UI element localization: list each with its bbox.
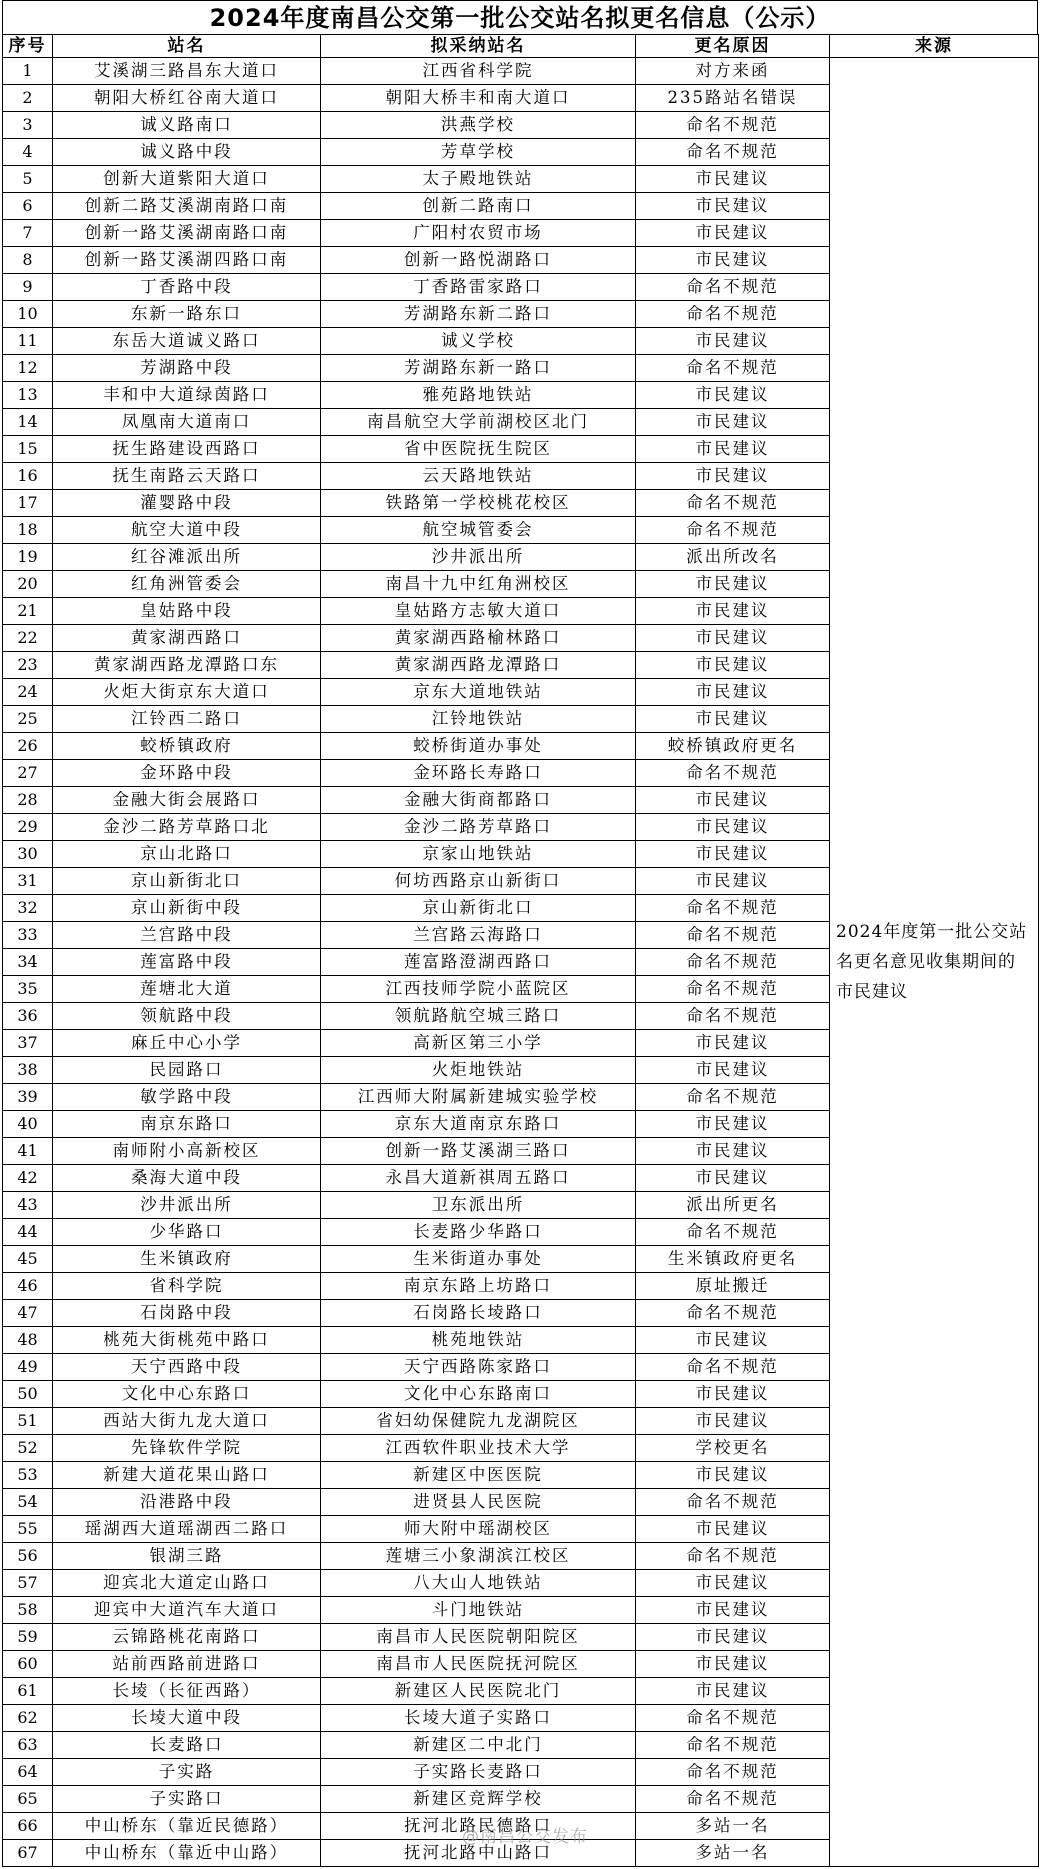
cell-seq: 37 (3, 1030, 53, 1057)
cell-seq: 27 (3, 760, 53, 787)
cell-seq: 3 (3, 112, 53, 139)
cell-seq: 63 (3, 1732, 53, 1759)
cell-reason: 市民建议 (636, 1624, 830, 1651)
cell-reason: 市民建议 (636, 1462, 830, 1489)
cell-seq: 50 (3, 1381, 53, 1408)
cell-station-name: 皇姑路中段 (53, 598, 321, 625)
cell-seq: 34 (3, 949, 53, 976)
cell-seq: 57 (3, 1570, 53, 1597)
cell-reason: 市民建议 (636, 652, 830, 679)
cell-reason: 市民建议 (636, 1408, 830, 1435)
header-reason: 更名原因 (636, 35, 830, 58)
cell-reason: 市民建议 (636, 1597, 830, 1624)
cell-proposed-name: 南昌市人民医院朝阳院区 (321, 1624, 636, 1651)
cell-proposed-name: 江西省科学院 (321, 58, 636, 85)
cell-reason: 蛟桥镇政府更名 (636, 733, 830, 760)
cell-proposed-name: 创新二路南口 (321, 193, 636, 220)
cell-station-name: 东岳大道诚义路口 (53, 328, 321, 355)
cell-proposed-name: 省妇幼保健院九龙湖院区 (321, 1408, 636, 1435)
table-body (3, 58, 1039, 1867)
cell-proposed-name: 火炬地铁站 (321, 1057, 636, 1084)
cell-station-name: 江铃西二路口 (53, 706, 321, 733)
cell-station-name: 石岗路中段 (53, 1300, 321, 1327)
cell-station-name: 省科学院 (53, 1273, 321, 1300)
cell-seq: 42 (3, 1165, 53, 1192)
cell-reason: 命名不规范 (636, 760, 830, 787)
cell-proposed-name: 京东大道南京东路口 (321, 1111, 636, 1138)
cell-proposed-name: 莲富路澄湖西路口 (321, 949, 636, 976)
cell-proposed-name: 抚河北路中山路口 (321, 1840, 636, 1867)
cell-reason: 命名不规范 (636, 922, 830, 949)
cell-proposed-name: 长堎大道子实路口 (321, 1705, 636, 1732)
cell-proposed-name: 文化中心东路南口 (321, 1381, 636, 1408)
cell-reason: 市民建议 (636, 1165, 830, 1192)
cell-station-name: 京山新街中段 (53, 895, 321, 922)
cell-seq: 33 (3, 922, 53, 949)
cell-station-name: 艾溪湖三路昌东大道口 (53, 58, 321, 85)
cell-station-name: 创新大道紫阳大道口 (53, 166, 321, 193)
cell-station-name: 桃苑大街桃苑中路口 (53, 1327, 321, 1354)
cell-proposed-name: 黄家湖西路榆林路口 (321, 625, 636, 652)
cell-station-name: 丰和中大道绿茵路口 (53, 382, 321, 409)
cell-proposed-name: 兰宫路云海路口 (321, 922, 636, 949)
cell-seq: 26 (3, 733, 53, 760)
cell-proposed-name: 桃苑地铁站 (321, 1327, 636, 1354)
cell-station-name: 芳湖路中段 (53, 355, 321, 382)
cell-seq: 20 (3, 571, 53, 598)
cell-reason: 命名不规范 (636, 139, 830, 166)
cell-seq: 51 (3, 1408, 53, 1435)
cell-proposed-name: 金沙二路芳草路口 (321, 814, 636, 841)
cell-seq: 65 (3, 1786, 53, 1813)
cell-station-name: 桑海大道中段 (53, 1165, 321, 1192)
cell-reason: 市民建议 (636, 247, 830, 274)
cell-station-name: 黄家湖西路龙潭路口东 (53, 652, 321, 679)
cell-proposed-name: 京东大道地铁站 (321, 679, 636, 706)
table-row (3, 58, 1039, 85)
cell-reason: 命名不规范 (636, 976, 830, 1003)
cell-station-name: 丁香路中段 (53, 274, 321, 301)
cell-proposed-name: 沙井派出所 (321, 544, 636, 571)
cell-station-name: 民园路口 (53, 1057, 321, 1084)
cell-reason: 命名不规范 (636, 1543, 830, 1570)
cell-proposed-name: 天宁西路陈家路口 (321, 1354, 636, 1381)
cell-station-name: 火炬大街京东大道口 (53, 679, 321, 706)
cell-station-name: 天宁西路中段 (53, 1354, 321, 1381)
cell-reason: 命名不规范 (636, 1759, 830, 1786)
cell-proposed-name: 朝阳大桥丰和南大道口 (321, 85, 636, 112)
cell-proposed-name: 斗门地铁站 (321, 1597, 636, 1624)
cell-reason: 市民建议 (636, 1516, 830, 1543)
cell-reason: 市民建议 (636, 787, 830, 814)
cell-seq: 32 (3, 895, 53, 922)
notice-sheet (2, 0, 1038, 1866)
cell-reason: 多站一名 (636, 1840, 830, 1867)
cell-seq: 7 (3, 220, 53, 247)
cell-station-name: 西站大街九龙大道口 (53, 1408, 321, 1435)
cell-seq: 19 (3, 544, 53, 571)
cell-reason: 市民建议 (636, 1030, 830, 1057)
cell-proposed-name: 金环路长寿路口 (321, 760, 636, 787)
cell-proposed-name: 八大山人地铁站 (321, 1570, 636, 1597)
cell-seq: 64 (3, 1759, 53, 1786)
cell-station-name: 航空大道中段 (53, 517, 321, 544)
cell-station-name: 金沙二路芳草路口北 (53, 814, 321, 841)
cell-station-name: 创新一路艾溪湖四路口南 (53, 247, 321, 274)
cell-seq: 12 (3, 355, 53, 382)
cell-proposed-name: 丁香路雷家路口 (321, 274, 636, 301)
cell-seq: 11 (3, 328, 53, 355)
cell-reason: 命名不规范 (636, 301, 830, 328)
cell-proposed-name: 京山新街北口 (321, 895, 636, 922)
cell-seq: 60 (3, 1651, 53, 1678)
cell-reason: 市民建议 (636, 841, 830, 868)
cell-seq: 35 (3, 976, 53, 1003)
cell-seq: 38 (3, 1057, 53, 1084)
cell-reason: 多站一名 (636, 1813, 830, 1840)
cell-station-name: 诚义路南口 (53, 112, 321, 139)
cell-station-name: 朝阳大桥红谷南大道口 (53, 85, 321, 112)
cell-seq: 58 (3, 1597, 53, 1624)
cell-reason: 235路站名错误 (636, 85, 830, 112)
cell-reason: 对方来函 (636, 58, 830, 85)
cell-proposed-name: 京家山地铁站 (321, 841, 636, 868)
cell-seq: 53 (3, 1462, 53, 1489)
cell-seq: 46 (3, 1273, 53, 1300)
cell-station-name: 麻丘中心小学 (53, 1030, 321, 1057)
cell-proposed-name: 石岗路长堎路口 (321, 1300, 636, 1327)
cell-proposed-name: 南昌航空大学前湖校区北门 (321, 409, 636, 436)
cell-station-name: 中山桥东（靠近中山路） (53, 1840, 321, 1867)
cell-seq: 39 (3, 1084, 53, 1111)
cell-seq: 59 (3, 1624, 53, 1651)
cell-proposed-name: 金融大街商都路口 (321, 787, 636, 814)
cell-seq: 29 (3, 814, 53, 841)
cell-seq: 47 (3, 1300, 53, 1327)
cell-reason: 市民建议 (636, 220, 830, 247)
cell-reason: 命名不规范 (636, 517, 830, 544)
cell-proposed-name: 进贤县人民医院 (321, 1489, 636, 1516)
cell-proposed-name: 诚义学校 (321, 328, 636, 355)
cell-seq: 16 (3, 463, 53, 490)
header-proposed-name: 拟采纳站名 (321, 35, 636, 58)
cell-reason: 市民建议 (636, 328, 830, 355)
cell-proposed-name: 新建区中医医院 (321, 1462, 636, 1489)
cell-reason: 命名不规范 (636, 1300, 830, 1327)
cell-reason: 市民建议 (636, 1381, 830, 1408)
cell-seq: 23 (3, 652, 53, 679)
cell-station-name: 敏学路中段 (53, 1084, 321, 1111)
cell-station-name: 迎宾中大道汽车大道口 (53, 1597, 321, 1624)
cell-proposed-name: 芳湖路东新一路口 (321, 355, 636, 382)
cell-proposed-name: 师大附中瑶湖校区 (321, 1516, 636, 1543)
cell-reason: 市民建议 (636, 868, 830, 895)
cell-station-name: 京山新街北口 (53, 868, 321, 895)
cell-reason: 市民建议 (636, 1111, 830, 1138)
cell-reason: 命名不规范 (636, 355, 830, 382)
cell-seq: 67 (3, 1840, 53, 1867)
cell-station-name: 站前西路前进路口 (53, 1651, 321, 1678)
cell-station-name: 创新二路艾溪湖南路口南 (53, 193, 321, 220)
cell-station-name: 银湖三路 (53, 1543, 321, 1570)
cell-station-name: 迎宾北大道定山路口 (53, 1570, 321, 1597)
cell-reason: 市民建议 (636, 382, 830, 409)
cell-proposed-name: 黄家湖西路龙潭路口 (321, 652, 636, 679)
cell-seq: 44 (3, 1219, 53, 1246)
cell-station-name: 中山桥东（靠近民德路） (53, 1813, 321, 1840)
cell-proposed-name: 领航路航空城三路口 (321, 1003, 636, 1030)
cell-station-name: 京山北路口 (53, 841, 321, 868)
cell-proposed-name: 新建区二中北门 (321, 1732, 636, 1759)
cell-station-name: 子实路 (53, 1759, 321, 1786)
header-seq: 序号 (3, 35, 53, 58)
cell-proposed-name: 江西技师学院小蓝院区 (321, 976, 636, 1003)
cell-proposed-name: 南昌十九中红角洲校区 (321, 571, 636, 598)
cell-station-name: 长麦路口 (53, 1732, 321, 1759)
cell-seq: 45 (3, 1246, 53, 1273)
watermark: @南昌公交发布 (462, 1827, 588, 1847)
cell-reason: 市民建议 (636, 625, 830, 652)
cell-proposed-name: 子实路长麦路口 (321, 1759, 636, 1786)
cell-seq: 15 (3, 436, 53, 463)
cell-reason: 市民建议 (636, 1057, 830, 1084)
cell-proposed-name: 生米街道办事处 (321, 1246, 636, 1273)
cell-proposed-name: 高新区第三小学 (321, 1030, 636, 1057)
header-source: 来源 (830, 35, 1039, 58)
cell-seq: 9 (3, 274, 53, 301)
cell-reason: 市民建议 (636, 571, 830, 598)
cell-reason: 命名不规范 (636, 274, 830, 301)
cell-reason: 市民建议 (636, 1651, 830, 1678)
cell-station-name: 蛟桥镇政府 (53, 733, 321, 760)
cell-proposed-name: 何坊西路京山新街口 (321, 868, 636, 895)
cell-station-name: 新建大道花果山路口 (53, 1462, 321, 1489)
cell-station-name: 诚义路中段 (53, 139, 321, 166)
cell-source: 2024年度第一批公交站名更名意见收集期间的市民建议 (830, 58, 1039, 1867)
cell-proposed-name: 新建区人民医院北门 (321, 1678, 636, 1705)
cell-station-name: 生米镇政府 (53, 1246, 321, 1273)
cell-station-name: 莲塘北大道 (53, 976, 321, 1003)
cell-station-name: 领航路中段 (53, 1003, 321, 1030)
cell-reason: 命名不规范 (636, 1786, 830, 1813)
cell-seq: 43 (3, 1192, 53, 1219)
cell-reason: 命名不规范 (636, 1489, 830, 1516)
cell-reason: 市民建议 (636, 193, 830, 220)
cell-seq: 10 (3, 301, 53, 328)
cell-proposed-name: 洪燕学校 (321, 112, 636, 139)
cell-station-name: 少华路口 (53, 1219, 321, 1246)
cell-station-name: 金融大街会展路口 (53, 787, 321, 814)
cell-proposed-name: 芳草学校 (321, 139, 636, 166)
cell-proposed-name: 江铃地铁站 (321, 706, 636, 733)
cell-seq: 62 (3, 1705, 53, 1732)
cell-reason: 市民建议 (636, 436, 830, 463)
cell-seq: 49 (3, 1354, 53, 1381)
cell-seq: 54 (3, 1489, 53, 1516)
cell-proposed-name: 省中医院抚生院区 (321, 436, 636, 463)
cell-proposed-name: 航空城管委会 (321, 517, 636, 544)
cell-seq: 22 (3, 625, 53, 652)
cell-proposed-name: 卫东派出所 (321, 1192, 636, 1219)
cell-reason: 市民建议 (636, 463, 830, 490)
cell-reason: 命名不规范 (636, 1732, 830, 1759)
cell-proposed-name: 芳湖路东新二路口 (321, 301, 636, 328)
cell-reason: 市民建议 (636, 679, 830, 706)
cell-station-name: 创新一路艾溪湖南路口南 (53, 220, 321, 247)
cell-proposed-name: 铁路第一学校桃花校区 (321, 490, 636, 517)
rename-table (2, 34, 1039, 1867)
cell-reason: 市民建议 (636, 1678, 830, 1705)
cell-reason: 市民建议 (636, 409, 830, 436)
cell-seq: 14 (3, 409, 53, 436)
cell-station-name: 红角洲管委会 (53, 571, 321, 598)
page-title: 2024年度南昌公交第一批公交站名拟更名信息（公示） (2, 0, 1038, 34)
cell-seq: 4 (3, 139, 53, 166)
cell-proposed-name: 云天路地铁站 (321, 463, 636, 490)
cell-station-name: 云锦路桃花南路口 (53, 1624, 321, 1651)
cell-seq: 40 (3, 1111, 53, 1138)
cell-proposed-name: 皇姑路方志敏大道口 (321, 598, 636, 625)
cell-reason: 命名不规范 (636, 949, 830, 976)
cell-seq: 31 (3, 868, 53, 895)
cell-proposed-name: 南昌市人民医院抚河院区 (321, 1651, 636, 1678)
cell-seq: 13 (3, 382, 53, 409)
cell-reason: 市民建议 (636, 814, 830, 841)
cell-proposed-name: 江西师大附属新建城实验学校 (321, 1084, 636, 1111)
cell-seq: 17 (3, 490, 53, 517)
cell-station-name: 兰宫路中段 (53, 922, 321, 949)
cell-reason: 市民建议 (636, 1327, 830, 1354)
cell-station-name: 南师附小高新校区 (53, 1138, 321, 1165)
cell-reason: 命名不规范 (636, 1705, 830, 1732)
cell-reason: 原址搬迁 (636, 1273, 830, 1300)
cell-proposed-name: 莲塘三小象湖滨江校区 (321, 1543, 636, 1570)
cell-seq: 30 (3, 841, 53, 868)
cell-seq: 24 (3, 679, 53, 706)
cell-seq: 55 (3, 1516, 53, 1543)
cell-proposed-name: 抚河北路民德路口 (321, 1813, 636, 1840)
cell-station-name: 黄家湖西路口 (53, 625, 321, 652)
cell-seq: 18 (3, 517, 53, 544)
cell-station-name: 灌婴路中段 (53, 490, 321, 517)
cell-seq: 21 (3, 598, 53, 625)
cell-seq: 52 (3, 1435, 53, 1462)
cell-proposed-name: 新建区竞辉学校 (321, 1786, 636, 1813)
cell-reason: 命名不规范 (636, 1084, 830, 1111)
cell-station-name: 子实路口 (53, 1786, 321, 1813)
cell-reason: 市民建议 (636, 598, 830, 625)
cell-station-name: 抚生路建设西路口 (53, 436, 321, 463)
cell-reason: 生米镇政府更名 (636, 1246, 830, 1273)
cell-seq: 41 (3, 1138, 53, 1165)
cell-station-name: 金环路中段 (53, 760, 321, 787)
header-station-name: 站名 (53, 35, 321, 58)
cell-seq: 61 (3, 1678, 53, 1705)
cell-reason: 命名不规范 (636, 895, 830, 922)
cell-reason: 市民建议 (636, 1138, 830, 1165)
cell-reason: 市民建议 (636, 706, 830, 733)
cell-proposed-name: 永昌大道新祺周五路口 (321, 1165, 636, 1192)
cell-proposed-name: 江西软件职业技术大学 (321, 1435, 636, 1462)
cell-station-name: 沙井派出所 (53, 1192, 321, 1219)
cell-proposed-name: 南京东路上坊路口 (321, 1273, 636, 1300)
cell-seq: 1 (3, 58, 53, 85)
cell-reason: 命名不规范 (636, 112, 830, 139)
cell-station-name: 长堎（长征西路） (53, 1678, 321, 1705)
cell-station-name: 文化中心东路口 (53, 1381, 321, 1408)
cell-reason: 命名不规范 (636, 1219, 830, 1246)
cell-seq: 48 (3, 1327, 53, 1354)
cell-reason: 市民建议 (636, 166, 830, 193)
cell-reason: 市民建议 (636, 1570, 830, 1597)
cell-seq: 28 (3, 787, 53, 814)
cell-seq: 2 (3, 85, 53, 112)
cell-seq: 66 (3, 1813, 53, 1840)
cell-station-name: 先锋软件学院 (53, 1435, 321, 1462)
cell-proposed-name: 雅苑路地铁站 (321, 382, 636, 409)
cell-station-name: 沿港路中段 (53, 1489, 321, 1516)
cell-reason: 派出所更名 (636, 1192, 830, 1219)
cell-station-name: 红谷滩派出所 (53, 544, 321, 571)
cell-station-name: 凤凰南大道南口 (53, 409, 321, 436)
cell-proposed-name: 太子殿地铁站 (321, 166, 636, 193)
cell-reason: 命名不规范 (636, 1354, 830, 1381)
cell-station-name: 东新一路东口 (53, 301, 321, 328)
cell-seq: 25 (3, 706, 53, 733)
cell-seq: 6 (3, 193, 53, 220)
cell-seq: 8 (3, 247, 53, 274)
cell-station-name: 长堎大道中段 (53, 1705, 321, 1732)
cell-station-name: 南京东路口 (53, 1111, 321, 1138)
cell-proposed-name: 蛟桥街道办事处 (321, 733, 636, 760)
cell-station-name: 莲富路中段 (53, 949, 321, 976)
cell-station-name: 抚生南路云天路口 (53, 463, 321, 490)
cell-proposed-name: 广阳村农贸市场 (321, 220, 636, 247)
cell-reason: 命名不规范 (636, 1003, 830, 1030)
cell-proposed-name: 创新一路艾溪湖三路口 (321, 1138, 636, 1165)
cell-reason: 命名不规范 (636, 490, 830, 517)
header-row (3, 35, 1039, 58)
cell-reason: 派出所改名 (636, 544, 830, 571)
cell-proposed-name: 创新一路悦湖路口 (321, 247, 636, 274)
cell-seq: 5 (3, 166, 53, 193)
cell-reason: 学校更名 (636, 1435, 830, 1462)
cell-seq: 36 (3, 1003, 53, 1030)
cell-seq: 56 (3, 1543, 53, 1570)
cell-proposed-name: 长麦路少华路口 (321, 1219, 636, 1246)
cell-station-name: 瑶湖西大道瑶湖西二路口 (53, 1516, 321, 1543)
